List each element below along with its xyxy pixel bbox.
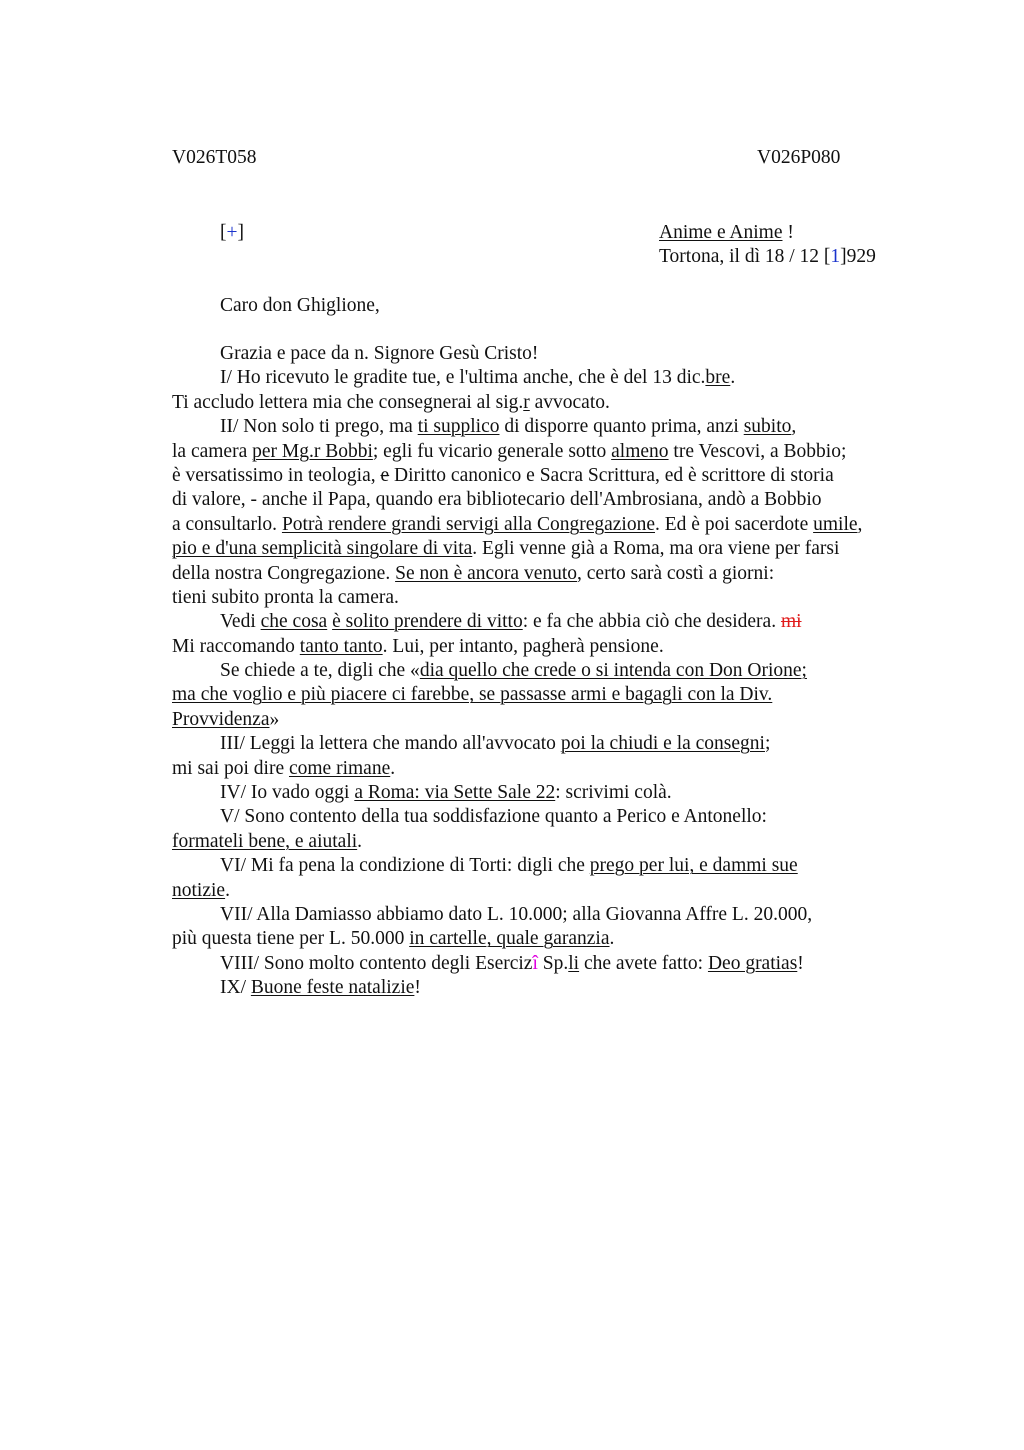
- underlined-text: a Roma: via Sette Sale 22: [354, 782, 556, 804]
- text-run: di disporre quanto prima, anzi: [499, 416, 744, 438]
- text-run: a consultarlo.: [172, 513, 282, 535]
- header-right-code: V026P080: [757, 147, 841, 168]
- text-run: della nostra Congregazione.: [172, 562, 396, 584]
- place-date-prefix: Tortona, il dì 18 / 12 [: [659, 246, 831, 267]
- letter-line: [172, 757, 932, 781]
- letter-line: [172, 976, 932, 1000]
- letter-line: [172, 366, 932, 390]
- text-run: IV/ Io vado oggi: [220, 782, 355, 804]
- underlined-text: dia quello che crede o si intenda con Don Orione;: [419, 660, 807, 682]
- letter-line: [172, 708, 932, 732]
- letter-line: [172, 342, 932, 366]
- place-date: [659, 245, 876, 269]
- underlined-text: r: [523, 391, 530, 413]
- underlined-text: ma che voglio e più piacere ci farebbe, se passasse armi e bagagli con la Div.: [172, 684, 773, 706]
- text-run: !: [414, 977, 421, 999]
- letter-body: [172, 342, 932, 1001]
- letter-line: [172, 903, 932, 927]
- letter-line: [172, 781, 932, 805]
- cross-bracket-close: ]: [237, 222, 244, 243]
- underlined-text: Buone feste natalizie: [250, 977, 415, 999]
- text-run: ,: [791, 416, 797, 438]
- text-run: Sp.: [537, 952, 569, 974]
- underlined-text: Potrà rendere grandi servigi alla Congregazione: [281, 513, 655, 535]
- letter-line: [172, 610, 932, 634]
- underlined-text: subito: [743, 416, 792, 438]
- letter-line: [172, 586, 932, 610]
- text-run: la camera: [172, 440, 253, 462]
- text-run: Diritto canonico e Sacra Scrittura, ed è scrittore di storia: [389, 464, 834, 486]
- text-run: V/ Sono contento della tua soddisfazione quanto a Perico e Antonello:: [220, 806, 767, 828]
- struck-text: mi: [780, 611, 802, 633]
- text-run: ; egli fu vicario generale sotto: [372, 440, 612, 462]
- text-run: Ti accludo lettera mia che consegnerai al sig.: [172, 391, 524, 413]
- salutation: Caro don Ghiglione,: [220, 295, 380, 316]
- text-run: tieni subito pronta la camera.: [172, 586, 399, 608]
- underlined-text: come rimane: [288, 757, 391, 779]
- letter-line: [172, 683, 932, 707]
- text-run: tre Vescovi, a Bobbio;: [668, 440, 847, 462]
- text-run: .: [357, 830, 363, 852]
- text-run: .: [730, 367, 736, 389]
- underlined-text: formateli bene, e aiutali: [172, 830, 358, 852]
- letter-line: [172, 391, 932, 415]
- letter-line: [172, 488, 932, 512]
- cross-bracket-open: [: [220, 222, 227, 243]
- cross-mark: [220, 221, 244, 245]
- underlined-text: bre: [705, 367, 731, 389]
- text-run: ;: [764, 733, 771, 755]
- text-run: !: [797, 952, 804, 974]
- underlined-text: è solito prendere di vitto: [332, 611, 523, 633]
- text-run: VI/ Mi fa pena la condizione di Torti: digli che: [220, 855, 590, 877]
- letter-line: [172, 440, 932, 464]
- text-run: , certo sarà costì a giorni:: [577, 562, 775, 584]
- underlined-text: per Mg.r Bobbi: [252, 440, 373, 462]
- underlined-text: che cosa: [260, 611, 328, 633]
- text-run: .: [390, 757, 396, 779]
- text-run: mi sai poi dire: [172, 757, 289, 779]
- text-run: . Lui, per intanto, pagherà pensione.: [382, 635, 664, 657]
- text-run: .: [225, 879, 230, 901]
- text-run: IX/: [220, 977, 251, 999]
- letter-line: [172, 415, 932, 439]
- letter-line: [172, 732, 932, 756]
- underlined-text: Se non è ancora venuto: [395, 562, 578, 584]
- underlined-text: poi la chiudi e la consegni: [560, 733, 765, 755]
- letter-line: [172, 879, 932, 903]
- underlined-text: li: [568, 952, 580, 974]
- letter-line: [172, 927, 932, 951]
- underlined-text: notizie: [172, 879, 226, 901]
- text-run: Vedi: [220, 611, 261, 633]
- text-run: : e fa che abbia ciò che desidera.: [522, 611, 781, 633]
- text-run: più questa tiene per L. 50.000: [172, 928, 410, 950]
- text-run: è versatissimo in teologia,: [172, 464, 381, 486]
- text-run: Grazia e pace da n. Signore Gesù Cristo!: [220, 343, 539, 364]
- motto-text: Anime e Anime: [659, 222, 783, 243]
- text-run: »: [269, 708, 280, 730]
- header-left-code: V026T058: [172, 147, 257, 168]
- underlined-text: pio e d'una semplicità singolare di vita: [172, 538, 473, 560]
- letter-line: [172, 635, 932, 659]
- cross-icon: +: [226, 222, 238, 243]
- text-run: . Ed è poi sacerdote: [655, 513, 814, 535]
- motto-tail: !: [782, 222, 794, 243]
- underlined-text: in cartelle, quale garanzia: [409, 928, 610, 950]
- text-run: . Egli venne già a Roma, ma ora viene per farsi: [472, 538, 840, 560]
- text-run: Se chiede a te, digli che «: [220, 660, 420, 682]
- text-run: î: [532, 952, 538, 974]
- text-run: di valore, - anche il Papa, quando era bibliotecario dell'Ambrosiana, andò a Bobbio: [172, 489, 822, 511]
- letter-line: [172, 805, 932, 829]
- motto: [659, 221, 794, 245]
- struck-text: e: [380, 464, 390, 486]
- text-run: VIII/ Sono molto contento degli Eserciz: [220, 952, 533, 974]
- letter-line: [172, 830, 932, 854]
- place-date-editorial-digit: 1: [830, 246, 841, 267]
- text-run: avvocato.: [529, 391, 610, 413]
- underlined-text: Deo gratias: [707, 952, 798, 974]
- letter-line: [172, 952, 932, 976]
- text-run: : scrivimi colà.: [555, 782, 672, 804]
- text-run: Mi raccomando: [172, 635, 300, 657]
- place-date-year: ]929: [840, 246, 876, 267]
- letter-line: [172, 659, 932, 683]
- underlined-text: prego per lui, e dammi sue: [589, 855, 798, 877]
- text-run: ,: [857, 513, 863, 535]
- text-run: II/ Non solo ti prego, ma: [220, 416, 418, 438]
- letter-line: [172, 513, 932, 537]
- letter-line: [172, 854, 932, 878]
- underlined-text: ti supplico: [417, 416, 500, 438]
- underlined-text: almeno: [611, 440, 669, 462]
- letter-line: [172, 464, 932, 488]
- text-run: VII/ Alla Damiasso abbiamo dato L. 10.000; alla Giovanna Affre L. 20.000,: [220, 903, 813, 925]
- underlined-text: Provvidenza: [172, 708, 270, 730]
- text-run: che avete fatto:: [579, 952, 708, 974]
- letter-line: [172, 537, 932, 561]
- text-run: I/ Ho ricevuto le gradite tue, e l'ultima anche, che è del 13 dic.: [220, 367, 706, 389]
- letter-line: [172, 562, 932, 586]
- text-run: .: [609, 928, 615, 950]
- underlined-text: umile: [813, 513, 858, 535]
- underlined-text: tanto tanto: [299, 635, 383, 657]
- text-run: III/ Leggi la lettera che mando all'avvocato: [220, 733, 561, 755]
